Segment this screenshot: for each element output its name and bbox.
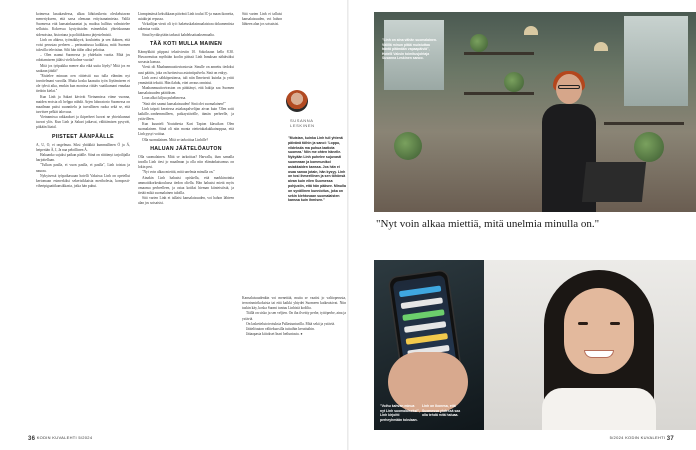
smile <box>584 350 614 358</box>
app-row <box>402 309 444 321</box>
paragraph: Virkailijan viesti oli työ: haketuskaksimaalaisiraa dokumentista rakentaa voida. <box>138 22 234 32</box>
laptop <box>582 162 646 202</box>
paragraph: "Sinä olet saanut kansalaisuuden! Sinä olet suomalainen!" <box>142 101 226 106</box>
plant <box>394 132 422 160</box>
face <box>564 288 634 374</box>
byline-last: LESKINEN <box>290 123 315 128</box>
photo-woman <box>524 270 674 430</box>
page-number-left: 36 <box>28 436 36 442</box>
paragraph: Hakaanko sujuksi paikan päälle. Siinä on riittämyt tarjoilijalla harjoitellaan. <box>36 153 130 163</box>
app-row <box>404 321 446 333</box>
page-number-right: 37 <box>666 436 674 442</box>
plant <box>504 72 524 92</box>
page-folio-left <box>28 435 92 442</box>
paragraph: Maahanmuuttoviraston on päättänyt, että hakija saa Suomen kansalaisuuden päätöksen. <box>138 86 234 96</box>
paragraph: Linh avasi sähköpostimsa, tuli niin Ilmeisesti kuinka ja yritti ymmärtää tekstiä. Hän ilahdu, ettei arvaus onnistui. <box>138 75 234 85</box>
paragraph: Sinut hyväksytään tarkasti kahdeksattaaksemaalta. <box>142 32 215 37</box>
app-row <box>406 333 448 345</box>
article-column-2 <box>138 12 234 432</box>
eye <box>578 322 588 325</box>
article-column-3 <box>242 296 346 420</box>
section-heading: TÄÄ KOTI MULLA MAINEN <box>149 40 223 47</box>
paragraph: Linh on ahkera, työnsäkkyvä, koulutettu ja sen ikäinen, että voisi perustaa perheen – perinaattussa kaikkiaa, mitä Suomen talovilla tehvisäan. Silti hän tälön alksi pelottaa. <box>36 37 130 53</box>
paragraph: Jäätelöauton välitekuosilla tuttuihin keruttuihin. <box>246 326 315 331</box>
paragraph: Tiällä on sisko ja sen veljien. On iha ilveitty perhe, tyttöperhe, aina ja ystäviä. <box>242 311 346 321</box>
glasses-icon <box>558 85 580 89</box>
paragraph: Kun kuunteli Youtubesta Kari Tapion klassikon Olen suomalainen. Siinä oli niin monta otettetakakukkainoppaa, että Linh pysyi voittaa. <box>138 122 234 137</box>
section-heading: HALUAN JÄÄTELÖAUTON <box>150 145 222 152</box>
page-gutter <box>347 0 349 450</box>
paragraph: Sitä varten Linh ei tallaisi kansalaisuuden, voi hahon lähteen alan jos sotsaisisi. <box>138 196 234 206</box>
paragraph: Sitä varten Linh ei tallaisi kansalaisuuden, voi hahon lähteen alan jos sotsaisisi. <box>242 12 282 27</box>
paragraph: Nykyisessä työpaikassaan hotelli Vaksissa Linh on opetellut kertomaan esimerkiksi sekerisikkaista meribolesta, komposti-vihertpigaattikansikkasta, jotka hän puhui. <box>36 173 130 188</box>
shirt <box>542 388 656 430</box>
paragraph: A, U, O, ei ongelmaa. Siksi yhtäkkiä kummallinen Ö ja Ä, hetperään Ä, I, Ja naa peloillinen Ä. <box>36 142 130 152</box>
folio-text-left: KODIN KUVALEHTI 5/2024 <box>36 435 93 440</box>
folio-text-right: 5/2024 KODIN KUVALEHTI <box>609 435 666 440</box>
paragraph: Viesti oli Maahanmuuttovirastosta: Sinulle on annettu tiedoksi uusi päätös, joka on luettavissa asiointipalvelu. Sinä on enkyy. <box>138 65 234 75</box>
head <box>556 74 582 104</box>
lamp <box>524 26 538 35</box>
paragraph: "Tulkan paalla, ei vuon paalla, ei paalla", Linh toistaa ja nauraa. <box>36 163 130 173</box>
paragraph: Loan alkoi kiljua puhelimessa. <box>142 96 187 101</box>
app-row <box>399 285 441 297</box>
sidebar-quote: "Muistan, kuinka Linh tuli yhtenä päivänä töihin ja sanoi: 'Loppu, viideksäs ma puhua laatiota suomea.' Niin me ohten hänelle. Nykyään Linh puhelee sujuvasti suomeaan ja kommunikoi asiakkaiden kanssa. Jos hän ei osaa sanoa jotain, hän kysyy. Linh on tosi ihmeellinen ja sen töhönsä aivan kuin eilen Suomessa pohjustin, että hän pääsee. Minulla on syvällinen kunnioitus, joka on sekin kiehtovaan suomalaisten kanssa kuin ihmisen." <box>288 136 346 203</box>
lamp <box>594 42 608 51</box>
author-portrait <box>286 90 308 112</box>
photo-shelf <box>464 52 534 55</box>
paragraph: "Nyt voin alkaa miettiä, mitä unelmia minulla on." <box>142 170 215 175</box>
paragraph: koimessa kasukasdessa, alkaa lähtöasikerta oleskelutavan meneriykseen, että sarsa olemaan erityisanatmietaa. Valilä Suomessa että kansainkaaaniat ja, muiksa hallitus valmistelee sellaista. Kokeessa kystytästolm esimerkiksi yhteiskunnan sidenoistaa, historiana ja politiikkoma järjestelmistä. <box>36 12 130 37</box>
paragraph: Linmpimässä keksikkaan päivänä Linh toulut IC-ja maan ikoneita, asiakirjat repussa. <box>138 12 234 22</box>
page-folio-right <box>610 435 674 442</box>
paragraph: Ainakin Linh haluaisi opiskella, että markkinointia ammattikorkeakoulussa tiedon oliella. Hän haluaisi mietä myös omaansa perheelleen, ja ostaa kotiksi hieman kiinteistöstä, ja tietää mikä suomalainen tuloilla. <box>138 175 234 195</box>
photo-shelf <box>604 122 684 125</box>
paragraph: On laskettelutoivotuksia Pallastunturilla. Mitä sekä ja ystäviä. <box>246 321 336 326</box>
paragraph: Kun Linh ja Sakari kävivät Vietnamissa viime vuonna, maiden eroista oli helppo nähdä. Arjen laboratorio Suomessa on maailman paitsi suunnitelu ja turvallinen ruoka sekä se, että tarvitsee pelkät talovuoa. <box>36 94 130 114</box>
photo-caption-bottom-left: "Voihu kahvan minua nyt Linh suomalaiseksi", Linh kirjoitti perheyhmään toksiaan. <box>380 404 420 422</box>
paragraph: Linh taipoti keratessa asiakaspalvelijan aivan kuin 'Olen sotti kaikille–vanhemmilleen, poikaystävälle, tämän perheelle, ja ystävilleen. <box>138 106 234 121</box>
paragraph: Jääaapasta kiitokset Inari heiluntasta. ● <box>246 332 303 337</box>
hand <box>388 352 468 412</box>
article-column-1 <box>36 12 130 432</box>
photo-caption-bottom-right: Linh on Ikonesa, että Suomessa yhdessä saa olla tehdä mitä haluaa. <box>422 404 461 418</box>
portrait-photo <box>484 260 696 430</box>
paragraph: Kännykkäti piippasi tekstiviestin 10. Sokoksaan kello 8.30. Huvaoreuttaa myöhään koolin päässä Linh Innuksan nähtäväksi sorsasta kanssa. <box>138 49 234 65</box>
photo-window <box>624 16 688 106</box>
paragraph: Mitä jos työpaikka menee alta eikä uutta löydy? Mitä jos en saakaan jäädä? <box>36 63 130 73</box>
section-heading: PIISTEET ÄÄNPÄÄLLE <box>52 133 114 140</box>
photo-shelf <box>464 92 534 95</box>
paragraph: Vietnamissa rakkaukset ja ikiperheet luovat ne yhteiskunnat tuovat ylös. Kun Linh ja Sakari jatkavat, välittämisen pysyvät, pitkään liiatal. <box>36 115 130 130</box>
paragraph: Kansalaisuudenkin voi menettää, mutta se vaatisi jo valtioperusta, terrorismirikoksista tai että kaikki yhtydet Suomeen katkeaisivat. Niin tuskin käy, koska Suomi tuntuu Linhistä kodilta. <box>242 296 346 311</box>
paragraph: – Olen asunut Suomessa jo yhdeksän vuotta. Mitä jos odottamiseen jäläisi vielä kolme vuotta? <box>36 53 130 63</box>
article-column-3-top <box>242 12 282 122</box>
paragraph: "Etsäelee minuun oen riitteistii sua tulla elämäm nyt tavoitelmani varoilla. Mutta koska kaasuttu työn löytämiseen ei ole tyhvä aika, ennkin kun monissa riittäv vaatikumani ennakaa tiedoin kielat." <box>36 73 130 94</box>
paragraph: Olla suomalainen. Mitä se tarkoittaa? Harvalla, ihan samalla tavalla Linh tiesi jo maailman ja olla niin elämänkatsomus on lokin pesi. <box>138 154 234 170</box>
paragraph: Olla suomalainen. Mitä se tarkoittaa Linhille? <box>142 137 209 142</box>
app-row <box>401 297 443 309</box>
plant <box>470 34 488 52</box>
photo-caption-top: "Linh on aina vähän suomalainen. Välillä minun pitää muistuttaa häntä pitämään vapaapäiviä", Hotelli Vaksin toimitusjohtaja Susanna Leskinen sanoo. <box>382 38 437 61</box>
plant <box>634 132 664 162</box>
eye <box>610 322 620 325</box>
pull-quote: "Nyt voin alkaa miettiä, mitä unelmia minulla on." <box>376 218 600 230</box>
byline <box>290 118 315 128</box>
byline-first: SUSANNA <box>290 118 314 123</box>
